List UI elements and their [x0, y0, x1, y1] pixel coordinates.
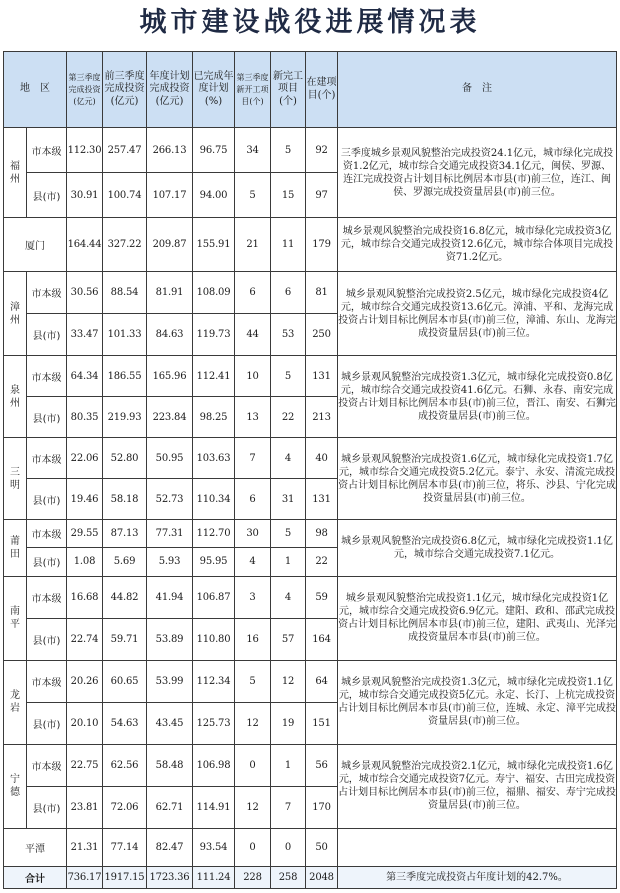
cell-newdone: 22	[271, 397, 306, 438]
cell-pct: 93.54	[193, 828, 235, 866]
table-row	[4, 218, 617, 272]
region-name: 莆 田	[4, 520, 27, 576]
level-label: 市本级	[27, 272, 67, 314]
cell-active: 98	[306, 520, 338, 548]
header-note: 备 注	[338, 52, 617, 128]
cell-ytd: 58.18	[103, 479, 147, 520]
cell-q3: 21.31	[67, 828, 103, 866]
cell-newstart: 44	[235, 314, 271, 356]
cell-active: 81	[306, 272, 338, 314]
header-ytd-investment: 前三季度完成投资(亿元)	[103, 52, 147, 128]
cell-newstart: 6	[235, 272, 271, 314]
cell-active: 92	[306, 128, 338, 173]
cell-newdone: 4	[271, 438, 306, 479]
cell-newdone: 4	[271, 576, 306, 618]
cell-plan: 50.95	[147, 438, 193, 479]
header-q3-investment: 第三季度完成投资(亿元)	[67, 52, 103, 128]
region-name: 泉 州	[4, 356, 27, 438]
cell-plan: 223.84	[147, 397, 193, 438]
note-cell: 城乡景观风貌整治完成投资6.8亿元，城市绿化完成投资1.1亿元，城市综合交通完成投资7.1亿元。	[338, 520, 617, 576]
cell-newstart: 10	[235, 356, 271, 397]
level-label: 县(市)	[27, 173, 67, 218]
cell-pct: 94.00	[193, 173, 235, 218]
cell-ytd: 52.80	[103, 438, 147, 479]
cell-plan: 43.45	[147, 702, 193, 744]
cell-newdone: 0	[271, 828, 306, 866]
cell-ytd: 88.54	[103, 272, 147, 314]
cell-pct: 111.24	[193, 866, 235, 888]
note-cell: 城乡景观风貌整治完成投资1.6亿元，城市绿化完成投资1.7亿元，城市综合交通完成投资5.2亿元。泰宁、永安、清流完成投资占计划目标比例居本市县(市)前三位，将乐、沙县、宁化完成投资量居县(市)前三位。	[338, 438, 617, 520]
cell-active: 179	[306, 218, 338, 272]
cell-newdone: 6	[271, 272, 306, 314]
cell-plan: 5.93	[147, 548, 193, 576]
cell-active: 50	[306, 828, 338, 866]
cell-pct: 119.73	[193, 314, 235, 356]
region-name: 三 明	[4, 438, 27, 520]
cell-ytd: 77.14	[103, 828, 147, 866]
cell-pct: 103.63	[193, 438, 235, 479]
cell-plan: 1723.36	[147, 866, 193, 888]
note-cell: 城乡景观风貌整治完成投资1.1亿元，城市绿化完成投资1亿元，城市综合交通完成投资6.9亿元。建阳、政和、邵武完成投资占计划目标比例居本市县(市)前三位，建阳、武夷山、光泽完成投资量居本市县(市)前三位。	[338, 576, 617, 660]
cell-newdone: 57	[271, 618, 306, 660]
level-label: 市本级	[27, 520, 67, 548]
total-label: 合计	[4, 866, 67, 888]
table-row	[4, 272, 617, 314]
cell-ytd: 54.63	[103, 702, 147, 744]
cell-plan: 209.87	[147, 218, 193, 272]
cell-ytd: 72.06	[103, 786, 147, 828]
header-row	[4, 52, 617, 128]
cell-plan: 107.17	[147, 173, 193, 218]
cell-pct: 106.87	[193, 576, 235, 618]
cell-ytd: 60.65	[103, 660, 147, 702]
cell-active: 56	[306, 744, 338, 786]
level-label: 市本级	[27, 356, 67, 397]
cell-plan: 77.31	[147, 520, 193, 548]
level-label: 市本级	[27, 438, 67, 479]
cell-pct: 155.91	[193, 218, 235, 272]
note-cell: 城乡景观风貌整治完成投资1.3亿元，城市绿化完成投资0.8亿元，城市综合交通完成投资41.6亿元。石狮、永春、南安完成投资占计划目标比例居本市县(市)前三位，晋江、南安、石狮完成投资量居县(市)前三位。	[338, 356, 617, 438]
cell-q3: 30.56	[67, 272, 103, 314]
cell-q3: 19.46	[67, 479, 103, 520]
cell-active: 213	[306, 397, 338, 438]
cell-active: 151	[306, 702, 338, 744]
level-label: 县(市)	[27, 479, 67, 520]
cell-newdone: 1	[271, 744, 306, 786]
cell-pct: 106.98	[193, 744, 235, 786]
level-label: 县(市)	[27, 548, 67, 576]
note-cell: 第三季度完成投资占年度计划的42.7%。	[338, 866, 617, 888]
table-row	[4, 576, 617, 618]
cell-plan: 82.47	[147, 828, 193, 866]
progress-table	[3, 51, 617, 889]
region-name: 福 州	[4, 128, 27, 218]
cell-plan: 266.13	[147, 128, 193, 173]
cell-ytd: 1917.15	[103, 866, 147, 888]
cell-active: 2048	[306, 866, 338, 888]
cell-pct: 110.80	[193, 618, 235, 660]
cell-newdone: 7	[271, 786, 306, 828]
region-name: 平潭	[4, 828, 67, 866]
cell-newstart: 5	[235, 173, 271, 218]
cell-newdone: 31	[271, 479, 306, 520]
cell-newstart: 0	[235, 744, 271, 786]
cell-ytd: 5.69	[103, 548, 147, 576]
cell-plan: 58.48	[147, 744, 193, 786]
cell-q3: 23.81	[67, 786, 103, 828]
cell-active: 22	[306, 548, 338, 576]
cell-q3: 164.44	[67, 218, 103, 272]
cell-active: 64	[306, 660, 338, 702]
cell-newdone: 5	[271, 356, 306, 397]
region-name: 南 平	[4, 576, 27, 660]
cell-pct: 108.09	[193, 272, 235, 314]
cell-plan: 53.89	[147, 618, 193, 660]
note-cell: 城乡景观风貌整治完成投资1.3亿元，城市绿化完成投资1.1亿元，城市综合交通完成投资5亿元。永定、长汀、上杭完成投资占计划目标比例居本市县(市)前三位，连城、永定、漳平完成投资量居县(市)前三位。	[338, 660, 617, 744]
region-name: 宁 德	[4, 744, 27, 828]
table-row	[4, 660, 617, 702]
cell-plan: 81.91	[147, 272, 193, 314]
cell-newdone: 5	[271, 128, 306, 173]
cell-active: 131	[306, 479, 338, 520]
cell-ytd: 219.93	[103, 397, 147, 438]
cell-ytd: 186.55	[103, 356, 147, 397]
cell-newstart: 30	[235, 520, 271, 548]
note-cell: 城乡景观风貌整治完成投资2.5亿元，城市绿化完成投资4亿元，城市综合交通完成投资13.6亿元。漳浦、平和、龙海完成投资占计划目标比例居本市县(市)前三位，漳浦、东山、龙海完成投资量居县(市)前三位。	[338, 272, 617, 356]
cell-active: 131	[306, 356, 338, 397]
cell-newdone: 5	[271, 520, 306, 548]
cell-q3: 20.26	[67, 660, 103, 702]
region-name: 龙 岩	[4, 660, 27, 744]
cell-ytd: 257.47	[103, 128, 147, 173]
note-cell: 城乡景观风貌整治完成投资2.1亿元，城市绿化完成投资1.6亿元，城市综合交通完成投资7亿元。寿宁、福安、古田完成投资占计划目标比例居本市县(市)前三位，福鼎、福安、寿宁完成投资量居县(市)前三位。	[338, 744, 617, 828]
cell-q3: 33.47	[67, 314, 103, 356]
cell-plan: 52.73	[147, 479, 193, 520]
cell-active: 170	[306, 786, 338, 828]
cell-pct: 98.25	[193, 397, 235, 438]
note-cell: 城乡景观风貌整治完成投资16.8亿元，城市绿化完成投资3亿元，城市综合交通完成投资12.6亿元，城市综合体项目完成投资71.2亿元。	[338, 218, 617, 272]
cell-ytd: 87.13	[103, 520, 147, 548]
cell-ytd: 62.56	[103, 744, 147, 786]
cell-pct: 114.91	[193, 786, 235, 828]
cell-newstart: 228	[235, 866, 271, 888]
cell-newdone: 1	[271, 548, 306, 576]
level-label: 市本级	[27, 744, 67, 786]
cell-q3: 16.68	[67, 576, 103, 618]
level-label: 市本级	[27, 576, 67, 618]
cell-newdone: 258	[271, 866, 306, 888]
cell-newstart: 16	[235, 618, 271, 660]
cell-q3: 22.74	[67, 618, 103, 660]
cell-plan: 165.96	[147, 356, 193, 397]
cell-ytd: 100.74	[103, 173, 147, 218]
cell-active: 250	[306, 314, 338, 356]
cell-q3: 29.55	[67, 520, 103, 548]
cell-q3: 22.06	[67, 438, 103, 479]
level-label: 市本级	[27, 128, 67, 173]
level-label: 县(市)	[27, 786, 67, 828]
level-label: 市本级	[27, 660, 67, 702]
cell-pct: 95.95	[193, 548, 235, 576]
header-new-start: 第三季度新开工项目(个)	[235, 52, 271, 128]
level-label: 县(市)	[27, 314, 67, 356]
cell-newdone: 19	[271, 702, 306, 744]
cell-q3: 112.30	[67, 128, 103, 173]
cell-pct: 112.34	[193, 660, 235, 702]
cell-newstart: 0	[235, 828, 271, 866]
header-new-done: 新完工项目(个)	[271, 52, 306, 128]
cell-newdone: 15	[271, 173, 306, 218]
cell-plan: 62.71	[147, 786, 193, 828]
cell-ytd: 59.71	[103, 618, 147, 660]
cell-newdone: 11	[271, 218, 306, 272]
cell-q3: 80.35	[67, 397, 103, 438]
cell-pct: 112.70	[193, 520, 235, 548]
cell-q3: 736.17	[67, 866, 103, 888]
table-row	[4, 520, 617, 548]
cell-newstart: 4	[235, 548, 271, 576]
note-cell: 三季度城乡景观风貌整治完成投资24.1亿元，城市绿化完成投资1.2亿元，城市综合交通完成投资34.1亿元，闽侯、罗源、连江完成投资占计划目标比例居本市县(市)前三位，连江、闽侯、罗源完成投资量居县(市)前三位。	[338, 128, 617, 218]
cell-newstart: 21	[235, 218, 271, 272]
page-title: 城市建设战役进展情况表	[139, 7, 481, 38]
cell-plan: 84.63	[147, 314, 193, 356]
cell-q3: 64.34	[67, 356, 103, 397]
cell-q3: 30.91	[67, 173, 103, 218]
cell-newstart: 7	[235, 438, 271, 479]
cell-plan: 41.94	[147, 576, 193, 618]
cell-active: 59	[306, 576, 338, 618]
table-row	[4, 828, 617, 866]
header-completion-pct: 已完成年度计划(%)	[193, 52, 235, 128]
cell-newstart: 34	[235, 128, 271, 173]
header-active: 在建项目(个)	[306, 52, 338, 128]
cell-ytd: 101.33	[103, 314, 147, 356]
region-name: 厦门	[4, 218, 67, 272]
cell-ytd: 44.82	[103, 576, 147, 618]
total-row	[4, 866, 617, 888]
table-row	[4, 356, 617, 397]
cell-newstart: 13	[235, 397, 271, 438]
cell-newstart: 3	[235, 576, 271, 618]
cell-active: 40	[306, 438, 338, 479]
cell-ytd: 327.22	[103, 218, 147, 272]
cell-pct: 112.41	[193, 356, 235, 397]
note-cell	[338, 828, 617, 866]
cell-newstart: 6	[235, 479, 271, 520]
cell-newstart: 5	[235, 660, 271, 702]
cell-newdone: 53	[271, 314, 306, 356]
header-annual-plan: 年度计划完成投资(亿元)	[147, 52, 193, 128]
region-name: 漳 州	[4, 272, 27, 356]
level-label: 县(市)	[27, 702, 67, 744]
level-label: 县(市)	[27, 397, 67, 438]
level-label: 县(市)	[27, 618, 67, 660]
cell-newdone: 12	[271, 660, 306, 702]
cell-active: 97	[306, 173, 338, 218]
cell-pct: 96.75	[193, 128, 235, 173]
table-row	[4, 128, 617, 173]
cell-q3: 22.75	[67, 744, 103, 786]
table-row	[4, 744, 617, 786]
cell-newstart: 12	[235, 786, 271, 828]
cell-pct: 110.34	[193, 479, 235, 520]
cell-q3: 1.08	[67, 548, 103, 576]
cell-plan: 53.99	[147, 660, 193, 702]
cell-q3: 20.10	[67, 702, 103, 744]
table-row	[4, 438, 617, 479]
header-region: 地 区	[4, 52, 67, 128]
cell-newstart: 12	[235, 702, 271, 744]
cell-active: 164	[306, 618, 338, 660]
cell-pct: 125.73	[193, 702, 235, 744]
